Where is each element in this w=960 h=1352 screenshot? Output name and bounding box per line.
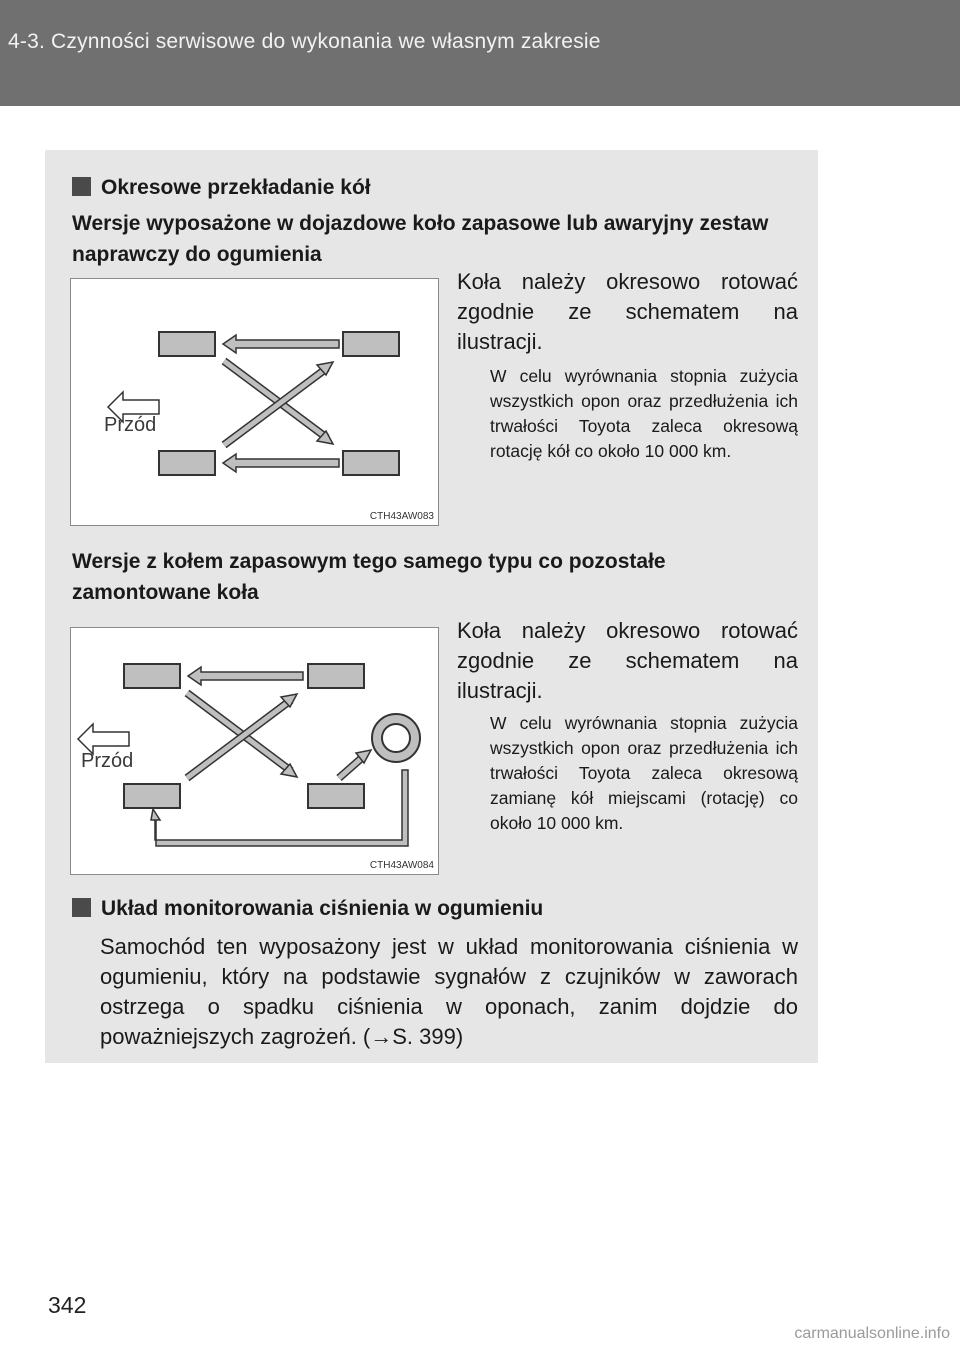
section1-heading-row <box>72 173 371 203</box>
rotation-diagram-2 <box>70 627 439 875</box>
square-bullet-icon <box>72 898 91 917</box>
rotation-diagram-1-graphic <box>71 279 438 525</box>
section1-subhead: Wersje wyposażone w dojazdowe koło zapasowe lub awaryjny zestaw naprawczy do ogumienia <box>72 212 769 266</box>
section3-text: Samochód ten wyposażony jest w układ monitorowania ciśnienia w ogumieniu, który na podstawie sygnałów z czujników w zaworach ostrzega o spadku ciśnienia w oponach, zanim dojdzie do poważniejszych zagrożeń. (→S. 399) <box>100 934 798 1049</box>
section1-note: W celu wyrównania stopnia zużycia wszystkich opon oraz przedłużenia ich trwałości Toyota zaleca okresową rotację kół co około 10 000 km. <box>490 366 798 461</box>
section3-heading: Układ monitorowania ciśnienia w ogumieniu <box>101 897 544 920</box>
front-label-2: Przód <box>81 750 134 772</box>
section2-subhead: Wersje z kołem zapasowym tego samego typu co pozostałe zamontowane koła <box>72 550 666 604</box>
section1-text: Koła należy okresowo rotować zgodnie ze schematem na ilustracji. <box>457 269 798 354</box>
section2-note: W celu wyrównania stopnia zużycia wszystkich opon oraz przedłużenia ich trwałości Toyota zaleca okresową zamianę kół miejscami (rotację) co około 10 000 km. <box>490 713 798 833</box>
rotation-diagram-1 <box>70 278 439 526</box>
section2-text: Koła należy okresowo rotować zgodnie ze schematem na ilustracji. <box>457 618 798 703</box>
front-label-1: Przód <box>104 414 157 436</box>
figure-code-2: CTH43AW084 <box>369 860 434 871</box>
header-title: 4-3. Czynności serwisowe do wykonania we własnym zakresie <box>8 30 601 53</box>
page-number: 342 <box>48 1292 87 1318</box>
section1-heading: Okresowe przekładanie kół <box>101 176 371 199</box>
square-bullet-icon <box>72 177 91 196</box>
section3-heading-row <box>72 894 543 924</box>
page-header <box>0 0 960 106</box>
watermark: carmanualsonline.info <box>794 1325 950 1342</box>
figure-code-1: CTH43AW083 <box>369 511 434 522</box>
